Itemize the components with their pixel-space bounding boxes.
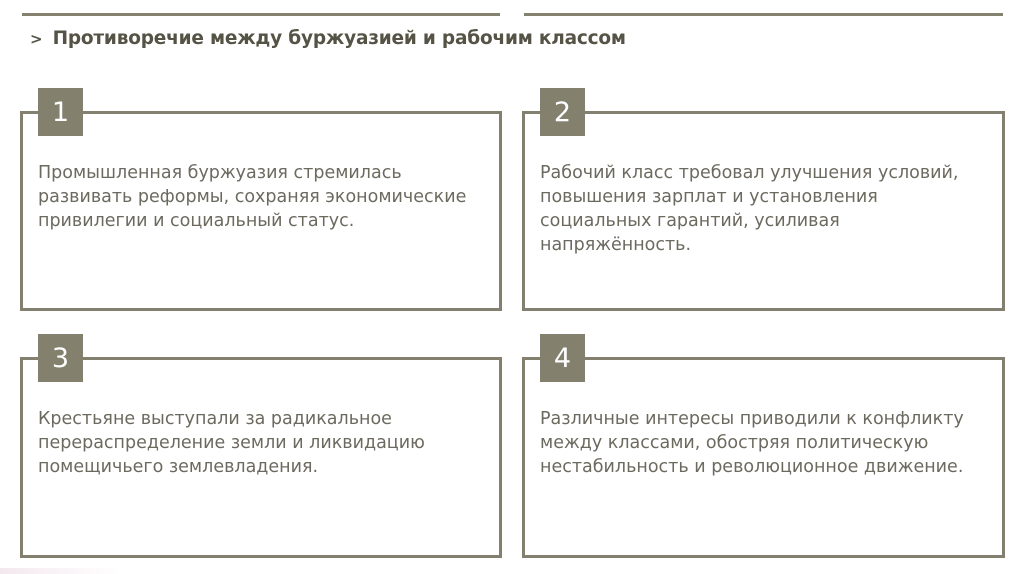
- card-text-1: Промышленная буржуазия стремилась развивать реформы, сохраняя экономические привилегии и социальный статус.: [38, 163, 467, 231]
- card-number-badge-4: 4: [540, 334, 585, 382]
- section-header: [30, 28, 626, 49]
- card-number-badge-2: 2: [540, 88, 585, 136]
- card-text-2: Рабочий класс требовал улучшения условий, повышения зарплат и установления социальных гарантий, усиливая напряжённость.: [540, 163, 959, 255]
- info-card-4: [522, 357, 1005, 558]
- card-number-badge-1: 1: [38, 88, 83, 136]
- card-text-4: Различные интересы приводили к конфликту между классами, обостряя политическую нестабильность и революционное движение.: [540, 409, 964, 477]
- bottom-edge-decoration: [0, 568, 120, 574]
- card-text-3: Крестьяне выступали за радикальное перераспределение земли и ликвидацию помещичьего землевладения.: [38, 409, 425, 477]
- card-number-badge-3: 3: [38, 334, 83, 382]
- info-card-1: [20, 111, 502, 311]
- info-card-2: [522, 111, 1005, 311]
- top-divider-left: [22, 13, 500, 16]
- chevron-right-icon: >: [30, 29, 43, 48]
- page-title: Противоречие между буржуазией и рабочим классом: [52, 28, 626, 49]
- top-divider-right: [524, 13, 1003, 16]
- info-card-3: [20, 357, 502, 558]
